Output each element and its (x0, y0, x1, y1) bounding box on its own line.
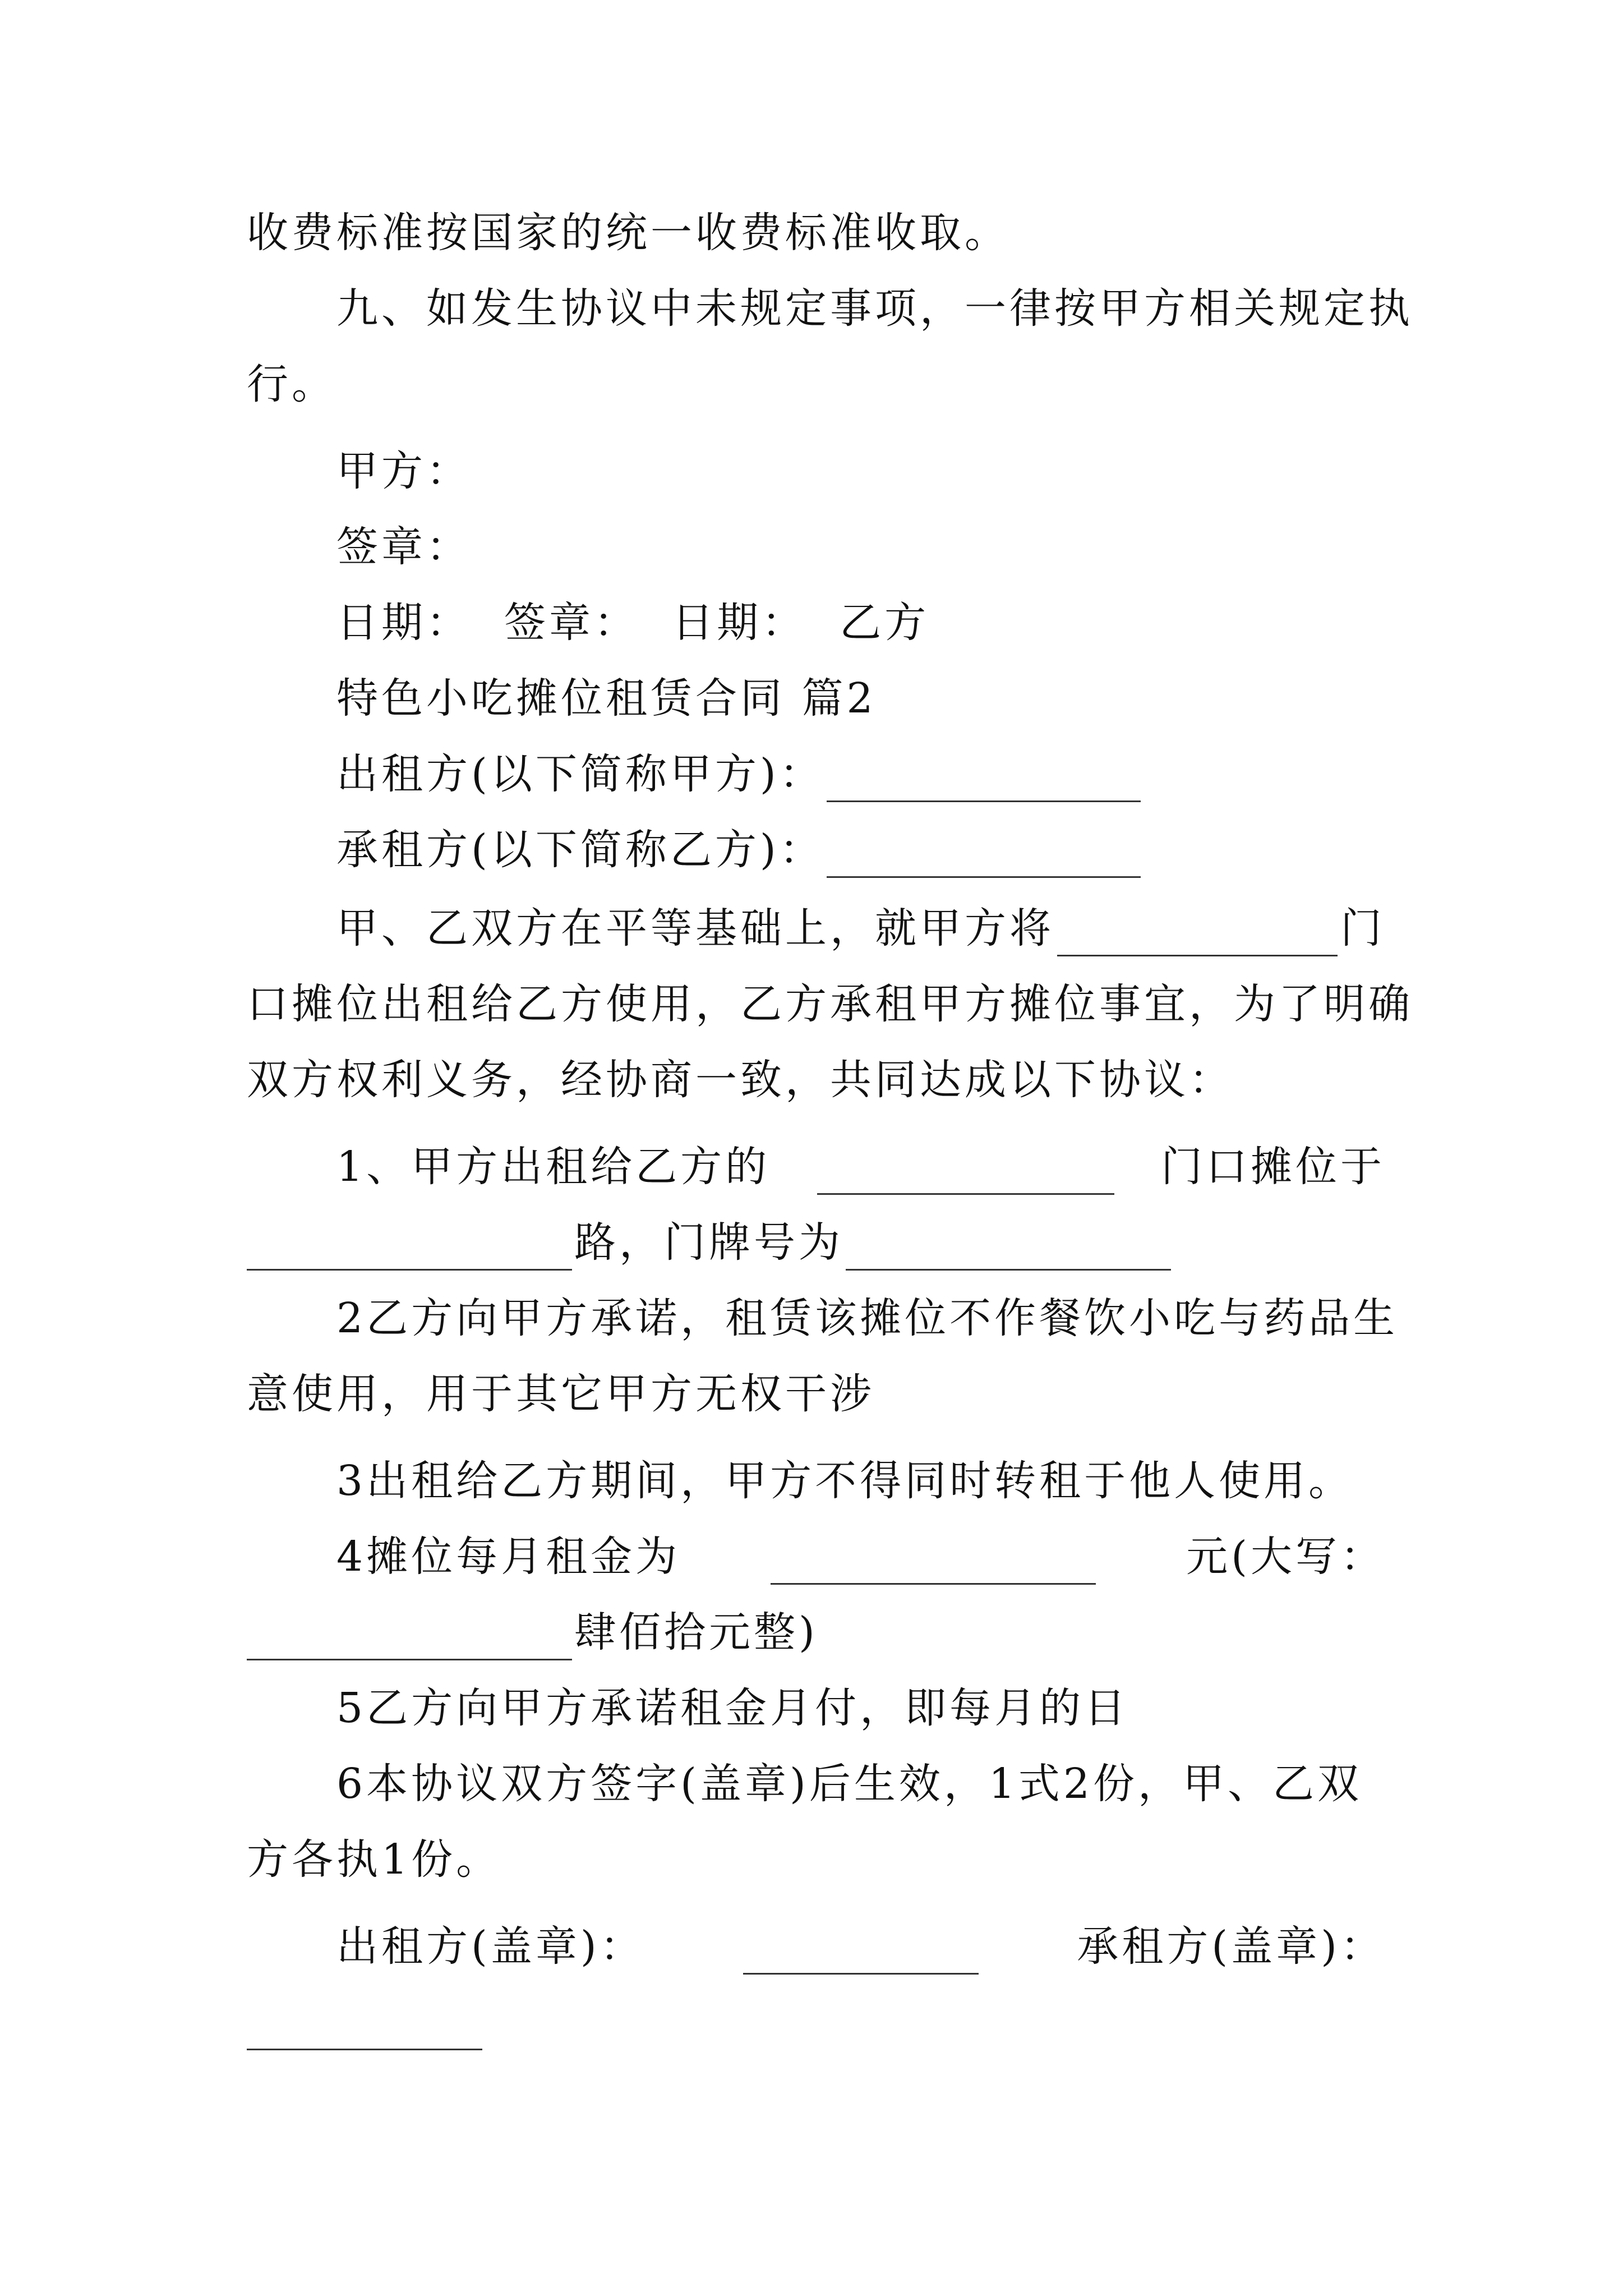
lessor-label: 出租方(以下简称甲方)： (336, 750, 824, 798)
agreement-intro-cont-1: 口摊位出租给乙方使用，乙方承租甲方摊位事宜，为了明确 (247, 980, 1413, 1028)
lessor-seal-blank (743, 1929, 979, 1975)
clause-2-cont: 意使用，用于其它甲方无权干涉 (247, 1370, 875, 1418)
clause-1-road-text: 路，门牌号为 (574, 1218, 843, 1267)
clause-4-line (336, 1529, 1385, 1585)
lessor-line (336, 746, 1385, 802)
party-a-label: 甲方： (336, 447, 471, 495)
agreement-intro-line (336, 900, 1385, 956)
location-blank (1057, 911, 1338, 956)
date-signature-line: 日期： 签章： 日期： 乙方 (336, 599, 930, 647)
clause-1-line (336, 1139, 1385, 1195)
clause-1-door: 门口摊位于 (1161, 1143, 1385, 1191)
clause-4-cont (247, 1604, 1385, 1660)
lessee-blank (827, 832, 1141, 878)
paragraph-item-nine: 九、如发生协议中未规定事项，一律按甲方相关规定执 (336, 284, 1413, 333)
clause-1-cont (247, 1214, 1385, 1271)
signature-label: 签章： (336, 523, 471, 571)
rent-amount-blank (771, 1539, 1096, 1585)
clause-4-unit: 元(大写： (1186, 1533, 1385, 1581)
clause-1-text: 1、甲方出租给乙方的 (336, 1143, 771, 1191)
rent-uppercase-blank (247, 1615, 572, 1660)
signature-line (336, 1918, 1385, 1975)
clause-6: 6本协议双方签字(盖章)后生效，1式2份，甲、乙双 (336, 1760, 1362, 1808)
clause-1-number-blank (846, 1225, 1171, 1271)
paragraph-item-nine-cont: 行。 (247, 360, 336, 408)
lessor-blank (827, 757, 1141, 802)
agreement-intro-text: 甲、乙双方在平等基础上，就甲方将 (336, 904, 1054, 953)
paragraph-fee-standard: 收费标准按国家的统一收费标准收取。 (247, 209, 1009, 257)
clause-5: 5乙方向甲方承诺租金月付，即每月的日 (336, 1684, 1129, 1732)
clause-6-cont: 方各执1份。 (247, 1835, 501, 1884)
clause-1-blank-a (817, 1149, 1114, 1195)
clause-4-amount-text: 肆佰拾元整) (574, 1608, 818, 1657)
lessee-line (336, 822, 1385, 878)
clause-3: 3出租给乙方期间，甲方不得同时转租于他人使用。 (336, 1457, 1354, 1505)
section-title: 特色小吃摊位租赁合同 篇2 (336, 674, 877, 723)
agreement-intro-cont-2: 双方权利义务，经协商一致，共同达成以下协议： (247, 1056, 1234, 1104)
lessee-label: 承租方(以下简称乙方)： (336, 826, 824, 874)
lessee-seal-line (247, 1994, 1385, 2050)
clause-2: 2乙方向甲方承诺，租赁该摊位不作餐饮小吃与药品生 (336, 1294, 1399, 1342)
lessor-seal-label: 出租方(盖章)： (336, 1922, 645, 1971)
agreement-intro-door: 门 (1340, 904, 1385, 953)
lessee-seal-label: 承租方(盖章)： (1077, 1922, 1385, 1971)
clause-1-road-blank (247, 1225, 572, 1271)
lessee-seal-blank (247, 2005, 482, 2050)
clause-4-text: 4摊位每月租金为 (336, 1533, 681, 1581)
